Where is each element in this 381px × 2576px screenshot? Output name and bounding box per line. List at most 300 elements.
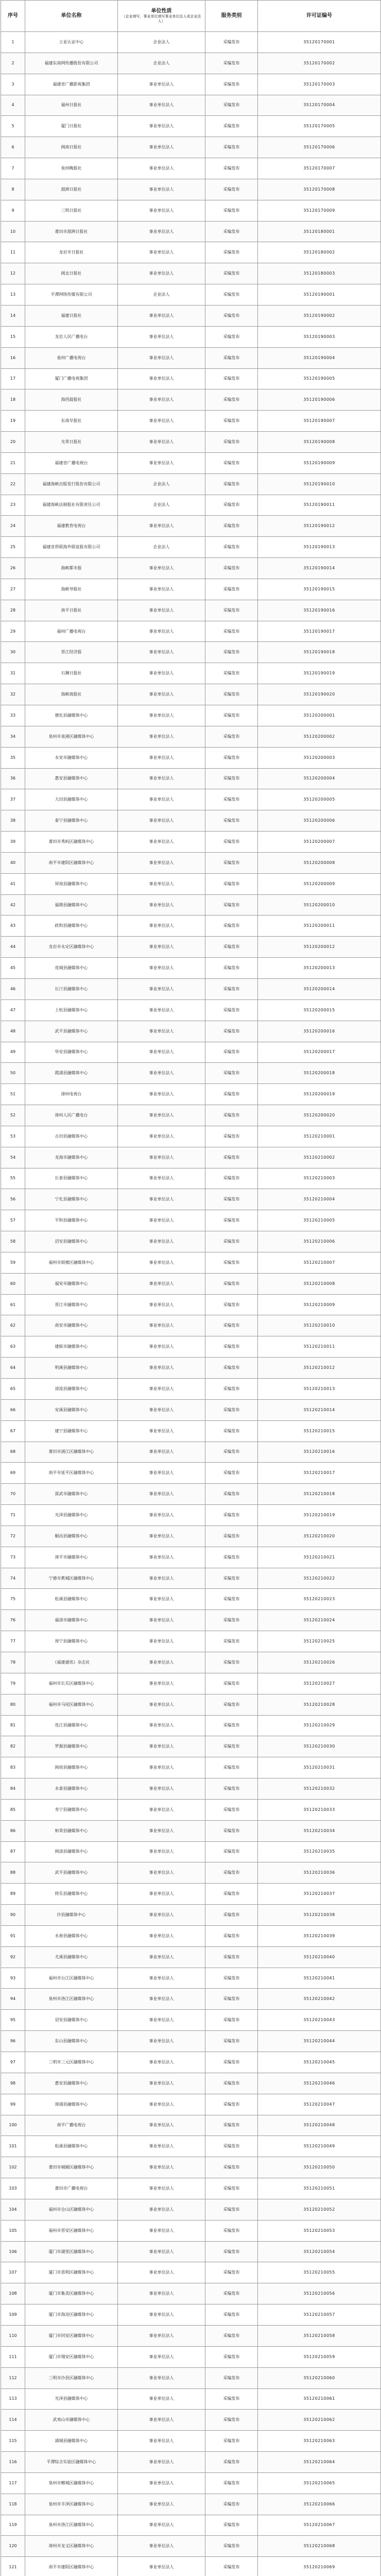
- service-type: 采编发布: [205, 1968, 258, 1989]
- table-row: [1, 1820, 381, 1841]
- license-number: 35120210057: [258, 2304, 381, 2326]
- unit-type: 事业单位法人: [118, 1820, 205, 1841]
- row-index: 20: [1, 432, 25, 453]
- row-index: 25: [1, 537, 25, 558]
- license-number: 35120210050: [258, 2157, 381, 2178]
- table-row: [1, 179, 381, 200]
- table-row: [1, 768, 381, 789]
- table-row: [1, 1168, 381, 1189]
- unit-type: 事业单位法人: [118, 2431, 205, 2452]
- license-number: 35120210004: [258, 1189, 381, 1210]
- table-row: [1, 2472, 381, 2494]
- service-type: 采编发布: [205, 1399, 258, 1420]
- license-number: 35120210021: [258, 1547, 381, 1568]
- unit-type: 事业单位法人: [118, 2262, 205, 2283]
- row-index: 5: [1, 116, 25, 137]
- license-number: 35120210023: [258, 1589, 381, 1610]
- unit-type: 事业单位法人: [118, 747, 205, 768]
- row-index: 67: [1, 1420, 25, 1442]
- service-type: 采编发布: [205, 2157, 258, 2178]
- row-index: 63: [1, 1336, 25, 1358]
- row-index: 29: [1, 621, 25, 642]
- row-index: 54: [1, 1147, 25, 1168]
- unit-type: 事业单位法人: [118, 1526, 205, 1547]
- license-number: 35120210044: [258, 2031, 381, 2052]
- unit-type: 事业单位法人: [118, 810, 205, 832]
- service-type: 采编发布: [205, 1946, 258, 1968]
- license-number: 35120200012: [258, 937, 381, 958]
- row-index: 42: [1, 894, 25, 916]
- row-index: 68: [1, 1442, 25, 1463]
- license-number: 35120180003: [258, 263, 381, 284]
- table-row: [1, 305, 381, 326]
- service-type: 采编发布: [205, 621, 258, 642]
- license-number: 35120200006: [258, 810, 381, 832]
- license-number: 35120200009: [258, 873, 381, 894]
- service-type: 采编发布: [205, 1799, 258, 1820]
- table-row: [1, 2346, 381, 2367]
- license-number: 35120210069: [258, 2557, 381, 2576]
- unit-type: 事业单位法人: [118, 1189, 205, 1210]
- unit-type: 事业单位法人: [118, 1463, 205, 1484]
- license-number: 35120180002: [258, 242, 381, 263]
- row-index: 75: [1, 1589, 25, 1610]
- service-type: 采编发布: [205, 705, 258, 726]
- unit-name: 立业认证中心: [25, 32, 118, 53]
- service-type: 采编发布: [205, 516, 258, 537]
- license-number: 35120210063: [258, 2431, 381, 2452]
- unit-type: 事业单位法人: [118, 1568, 205, 1589]
- row-index: 56: [1, 1189, 25, 1210]
- service-type: 采编发布: [205, 495, 258, 516]
- unit-type: 事业单位法人: [118, 1336, 205, 1358]
- unit-name: 闽侯县融媒体中心: [25, 1757, 118, 1778]
- unit-name: 三明市沙县区融媒体中心: [25, 2367, 118, 2388]
- unit-type: 事业单位法人: [118, 242, 205, 263]
- unit-type: 事业单位法人: [118, 2388, 205, 2410]
- row-index: 8: [1, 179, 25, 200]
- unit-name: 清流县融媒体中心: [25, 1379, 118, 1400]
- table-row: [1, 1589, 381, 1610]
- row-index: 83: [1, 1757, 25, 1778]
- service-type: 采编发布: [205, 432, 258, 453]
- unit-name: 连城县融媒体中心: [25, 958, 118, 979]
- unit-type: 事业单位法人: [118, 347, 205, 368]
- license-number: 35120210032: [258, 1778, 381, 1800]
- license-number: 35120170001: [258, 32, 381, 53]
- table-row: [1, 347, 381, 368]
- unit-type: 事业单位法人: [118, 1042, 205, 1063]
- unit-name: 武平县融媒体中心: [25, 1021, 118, 1042]
- unit-name: 海峡商报社: [25, 684, 118, 705]
- unit-name: 福州市马尾区融媒体中心: [25, 1694, 118, 1715]
- unit-name: 霞浦县融媒体中心: [25, 1063, 118, 1084]
- table-row: [1, 2010, 381, 2031]
- table-row: [1, 2157, 381, 2178]
- table-row: [1, 1084, 381, 1105]
- license-number: 35120210052: [258, 2199, 381, 2220]
- license-number: 35120210067: [258, 2515, 381, 2536]
- unit-name: 福建省侨联海外联谊报有限公司: [25, 537, 118, 558]
- unit-type: 事业单位法人: [118, 305, 205, 326]
- row-index: 34: [1, 726, 25, 747]
- unit-type: 事业单位法人: [118, 263, 205, 284]
- license-number: 35120210043: [258, 2010, 381, 2031]
- service-type: 采编发布: [205, 2472, 258, 2494]
- license-number: 35120210036: [258, 1862, 381, 1884]
- table-row: [1, 978, 381, 999]
- unit-name: 漳州市龙文区融媒体中心: [25, 2536, 118, 2557]
- unit-type: 事业单位法人: [118, 1778, 205, 1800]
- unit-name: 福安市融媒体中心: [25, 1273, 118, 1294]
- unit-name: 福建教育电视台: [25, 516, 118, 537]
- table-row: [1, 1946, 381, 1968]
- unit-name: 泉州晚报社: [25, 158, 118, 179]
- row-index: 74: [1, 1568, 25, 1589]
- unit-name: 莆田市广播电视台: [25, 2178, 118, 2199]
- license-number: 35120200007: [258, 832, 381, 853]
- service-type: 采编发布: [205, 411, 258, 432]
- table-row: [1, 1399, 381, 1420]
- service-type: 采编发布: [205, 200, 258, 221]
- unit-type: 事业单位法人: [118, 852, 205, 873]
- row-index: 46: [1, 978, 25, 999]
- unit-type: 事业单位法人: [118, 1231, 205, 1252]
- service-type: 采编发布: [205, 1989, 258, 2010]
- table-row: [1, 32, 381, 53]
- service-type: 采编发布: [205, 2325, 258, 2346]
- unit-name: 屏南县融媒体中心: [25, 873, 118, 894]
- table-row: [1, 1568, 381, 1589]
- row-index: 78: [1, 1652, 25, 1673]
- service-type: 采编发布: [205, 2431, 258, 2452]
- license-number: 35120200010: [258, 894, 381, 916]
- unit-name: 东山县融媒体中心: [25, 2031, 118, 2052]
- table-row: [1, 1315, 381, 1336]
- unit-type: 事业单位法人: [118, 958, 205, 979]
- license-number: 35120200003: [258, 747, 381, 768]
- row-index: 72: [1, 1526, 25, 1547]
- row-index: 102: [1, 2157, 25, 2178]
- service-type: 采编发布: [205, 2178, 258, 2199]
- license-number: 35120210020: [258, 1526, 381, 1547]
- unit-type: 事业单位法人: [118, 1589, 205, 1610]
- unit-type: 事业单位法人: [118, 2367, 205, 2388]
- row-index: 37: [1, 789, 25, 810]
- unit-name: 晋江经济报: [25, 642, 118, 663]
- unit-type: 事业单位法人: [118, 1252, 205, 1273]
- service-type: 采编发布: [205, 916, 258, 937]
- table-row: [1, 2262, 381, 2283]
- license-number: 35120200013: [258, 958, 381, 979]
- unit-type: 事业单位法人: [118, 1105, 205, 1126]
- table-row: [1, 894, 381, 916]
- service-type: 采编发布: [205, 2494, 258, 2515]
- license-table: [1, 0, 381, 2576]
- table-row: [1, 1694, 381, 1715]
- unit-type: 事业单位法人: [118, 2073, 205, 2094]
- unit-type: 企业法人: [118, 284, 205, 306]
- service-type: 采编发布: [205, 852, 258, 873]
- row-index: 13: [1, 284, 25, 306]
- unit-name: 福州市台江区融媒体中心: [25, 1968, 118, 1989]
- license-number: 35120210049: [258, 2136, 381, 2157]
- row-index: 48: [1, 1021, 25, 1042]
- license-number: 35120210031: [258, 1757, 381, 1778]
- unit-name: 福建海峡法制报社有限责任公司: [25, 495, 118, 516]
- row-index: 100: [1, 2115, 25, 2136]
- unit-type: 事业单位法人: [118, 1294, 205, 1315]
- service-type: 采编发布: [205, 1736, 258, 1757]
- unit-name: 惠安县融媒体中心: [25, 2073, 118, 2094]
- row-index: 32: [1, 684, 25, 705]
- unit-type: 事业单位法人: [118, 2304, 205, 2326]
- unit-name: 龙海市融媒体中心: [25, 1147, 118, 1168]
- row-index: 30: [1, 642, 25, 663]
- table-row: [1, 2052, 381, 2073]
- license-number: 35120210056: [258, 2283, 381, 2304]
- service-type: 采编发布: [205, 600, 258, 621]
- unit-type: 事业单位法人: [118, 2178, 205, 2199]
- table-row: [1, 2536, 381, 2557]
- unit-type: 事业单位法人: [118, 2220, 205, 2241]
- unit-type: 事业单位法人: [118, 1315, 205, 1336]
- table-row: [1, 832, 381, 853]
- service-type: 采编发布: [205, 1442, 258, 1463]
- unit-type: 事业单位法人: [118, 1084, 205, 1105]
- license-number: 35120210034: [258, 1820, 381, 1841]
- unit-name: 南平市延平区融媒体中心: [25, 1463, 118, 1484]
- table-row: [1, 1778, 381, 1800]
- service-type: 采编发布: [205, 1168, 258, 1189]
- service-type: 采编发布: [205, 2452, 258, 2473]
- unit-type: 事业单位法人: [118, 2472, 205, 2494]
- unit-name: 沼安县融媒体中心: [25, 1231, 118, 1252]
- license-number: 35120190007: [258, 411, 381, 432]
- table-row: [1, 1610, 381, 1631]
- unit-name: 长泰县融媒体中心: [25, 1168, 118, 1189]
- license-number: 35120190006: [258, 389, 381, 411]
- table-row: [1, 2557, 381, 2576]
- table-row: [1, 1063, 381, 1084]
- table-row: [1, 1189, 381, 1210]
- table-row: [1, 473, 381, 495]
- license-number: 35120200018: [258, 1063, 381, 1084]
- row-index: 73: [1, 1547, 25, 1568]
- license-number: 35120210054: [258, 2241, 381, 2262]
- table-row: [1, 2031, 381, 2052]
- service-type: 采编发布: [205, 116, 258, 137]
- row-index: 84: [1, 1778, 25, 1800]
- unit-name: 惠安县融媒体中心: [25, 768, 118, 789]
- service-type: 采编发布: [205, 2262, 258, 2283]
- table-row: [1, 2367, 381, 2388]
- unit-type: 事业单位法人: [118, 2010, 205, 2031]
- unit-type: 事业单位法人: [118, 432, 205, 453]
- table-row: [1, 2452, 381, 2473]
- table-row: [1, 2094, 381, 2115]
- row-index: 12: [1, 263, 25, 284]
- unit-name: 莆田市湄洲日报社: [25, 221, 118, 242]
- unit-name: 福建日报社: [25, 305, 118, 326]
- service-type: 采编发布: [205, 389, 258, 411]
- unit-name: 泉州广播电视台: [25, 347, 118, 368]
- service-type: 采编发布: [205, 1420, 258, 1442]
- unit-type: 事业单位法人: [118, 1168, 205, 1189]
- row-index: 49: [1, 1042, 25, 1063]
- row-index: 39: [1, 832, 25, 853]
- service-type: 采编发布: [205, 2136, 258, 2157]
- license-number: 35120210058: [258, 2325, 381, 2346]
- unit-type: 事业单位法人: [118, 916, 205, 937]
- unit-name: 漳州人民广播电台: [25, 1105, 118, 1126]
- table-row: [1, 495, 381, 516]
- service-type: 采编发布: [205, 999, 258, 1021]
- unit-type: 事业单位法人: [118, 789, 205, 810]
- license-number: 35120210029: [258, 1715, 381, 1736]
- license-number: 35120210066: [258, 2494, 381, 2515]
- row-index: 121: [1, 2557, 25, 2576]
- unit-type: 事业单位法人: [118, 2410, 205, 2431]
- table-row: [1, 1631, 381, 1652]
- table-row: [1, 2136, 381, 2157]
- unit-type: 事业单位法人: [118, 999, 205, 1021]
- unit-type: 事业单位法人: [118, 2094, 205, 2115]
- table-row: [1, 368, 381, 389]
- row-index: 14: [1, 305, 25, 326]
- service-type: 采编发布: [205, 32, 258, 53]
- table-header: [1, 1, 381, 32]
- row-index: 50: [1, 1063, 25, 1084]
- unit-name: 厦门市同安区融媒体中心: [25, 2325, 118, 2346]
- unit-name: 周宁县融媒体中心: [25, 1631, 118, 1652]
- unit-type: 事业单位法人: [118, 1989, 205, 2010]
- row-index: 33: [1, 705, 25, 726]
- unit-name: 南平市建阳区融媒体中心: [25, 2557, 118, 2576]
- row-index: 109: [1, 2304, 25, 2326]
- row-index: 71: [1, 1505, 25, 1526]
- unit-name: 福建东南网传播股份有限公司: [25, 53, 118, 74]
- unit-type: 事业单位法人: [118, 95, 205, 116]
- table-row: [1, 263, 381, 284]
- license-number: 35120190004: [258, 347, 381, 368]
- unit-name: 湄洲日报社: [25, 179, 118, 200]
- license-number: 35120180001: [258, 221, 381, 242]
- license-number: 35120190018: [258, 642, 381, 663]
- unit-type: 事业单位法人: [118, 1715, 205, 1736]
- license-number: 35120200017: [258, 1042, 381, 1063]
- unit-name: 建宁县融媒体中心: [25, 1420, 118, 1442]
- unit-type: 事业单位法人: [118, 1925, 205, 1946]
- unit-type: 事业单位法人: [118, 411, 205, 432]
- unit-type: 事业单位法人: [118, 1673, 205, 1694]
- unit-name: 福州市仓山区融媒体中心: [25, 2199, 118, 2220]
- license-number: 35120170005: [258, 116, 381, 137]
- unit-type: 事业单位法人: [118, 642, 205, 663]
- unit-type: 事业单位法人: [118, 1694, 205, 1715]
- unit-name: 泉州市洛江区融媒体中心: [25, 2515, 118, 2536]
- row-index: 62: [1, 1315, 25, 1336]
- unit-type: 事业单位法人: [118, 1420, 205, 1442]
- license-number: 35120200020: [258, 1105, 381, 1126]
- service-type: 采编发布: [205, 579, 258, 600]
- unit-type: 事业单位法人: [118, 200, 205, 221]
- row-index: 70: [1, 1484, 25, 1505]
- table-row: [1, 789, 381, 810]
- row-index: 45: [1, 958, 25, 979]
- row-index: 115: [1, 2431, 25, 2452]
- service-type: 采编发布: [205, 452, 258, 473]
- unit-type: 事业单位法人: [118, 2199, 205, 2220]
- row-index: 28: [1, 600, 25, 621]
- unit-name: 平潭网络传媒有限公司: [25, 284, 118, 306]
- unit-name: 龙岩市日报社: [25, 242, 118, 263]
- unit-name: 海峡都市报: [25, 558, 118, 579]
- unit-name: 东南早报社: [25, 411, 118, 432]
- service-type: 采编发布: [205, 1715, 258, 1736]
- row-index: 76: [1, 1610, 25, 1631]
- service-type: 采编发布: [205, 537, 258, 558]
- row-index: 9: [1, 200, 25, 221]
- table-row: [1, 747, 381, 768]
- row-index: 27: [1, 579, 25, 600]
- table-row: [1, 1757, 381, 1778]
- row-index: 40: [1, 852, 25, 873]
- unit-type: 事业单位法人: [118, 1841, 205, 1862]
- table-row: [1, 1547, 381, 1568]
- license-number: 35120190001: [258, 284, 381, 306]
- unit-type: 事业单位法人: [118, 368, 205, 389]
- table-row: [1, 1358, 381, 1379]
- table-row: [1, 1884, 381, 1905]
- row-index: 59: [1, 1252, 25, 1273]
- service-type: 采编发布: [205, 1757, 258, 1778]
- row-index: 43: [1, 916, 25, 937]
- license-number: 35120210014: [258, 1399, 381, 1420]
- service-type: 采编发布: [205, 2220, 258, 2241]
- unit-type: 事业单位法人: [118, 1358, 205, 1379]
- table-row: [1, 2199, 381, 2220]
- unit-name: 福建省广播电视台: [25, 452, 118, 473]
- table-row: [1, 642, 381, 663]
- license-number: 35120190008: [258, 432, 381, 453]
- unit-name: 连江县融媒体中心: [25, 1715, 118, 1736]
- row-index: 88: [1, 1862, 25, 1884]
- license-number: 35120210055: [258, 2262, 381, 2283]
- unit-name: 福州日报社: [25, 95, 118, 116]
- unit-type: 事业单位法人: [118, 1547, 205, 1568]
- unit-type: 事业单位法人: [118, 1399, 205, 1420]
- service-type: 采编发布: [205, 2388, 258, 2410]
- unit-type: 事业单位法人: [118, 1210, 205, 1231]
- unit-name: 福鼎县融媒体中心: [25, 894, 118, 916]
- service-type: 采编发布: [205, 832, 258, 853]
- license-number: 35120210028: [258, 1694, 381, 1715]
- unit-name: 海峡导报社: [25, 579, 118, 600]
- unit-type: 事业单位法人: [118, 894, 205, 916]
- row-index: 52: [1, 1105, 25, 1126]
- table-row: [1, 937, 381, 958]
- row-index: 113: [1, 2388, 25, 2410]
- unit-name: 龙岩人民广播电台: [25, 326, 118, 347]
- service-type: 采编发布: [205, 326, 258, 347]
- table-row: [1, 1021, 381, 1042]
- service-type: 采编发布: [205, 1547, 258, 1568]
- license-number: 35120210033: [258, 1799, 381, 1820]
- unit-name: 华安县融媒体中心: [25, 1042, 118, 1063]
- service-type: 采编发布: [205, 1905, 258, 1926]
- license-number: 35120210048: [258, 2115, 381, 2136]
